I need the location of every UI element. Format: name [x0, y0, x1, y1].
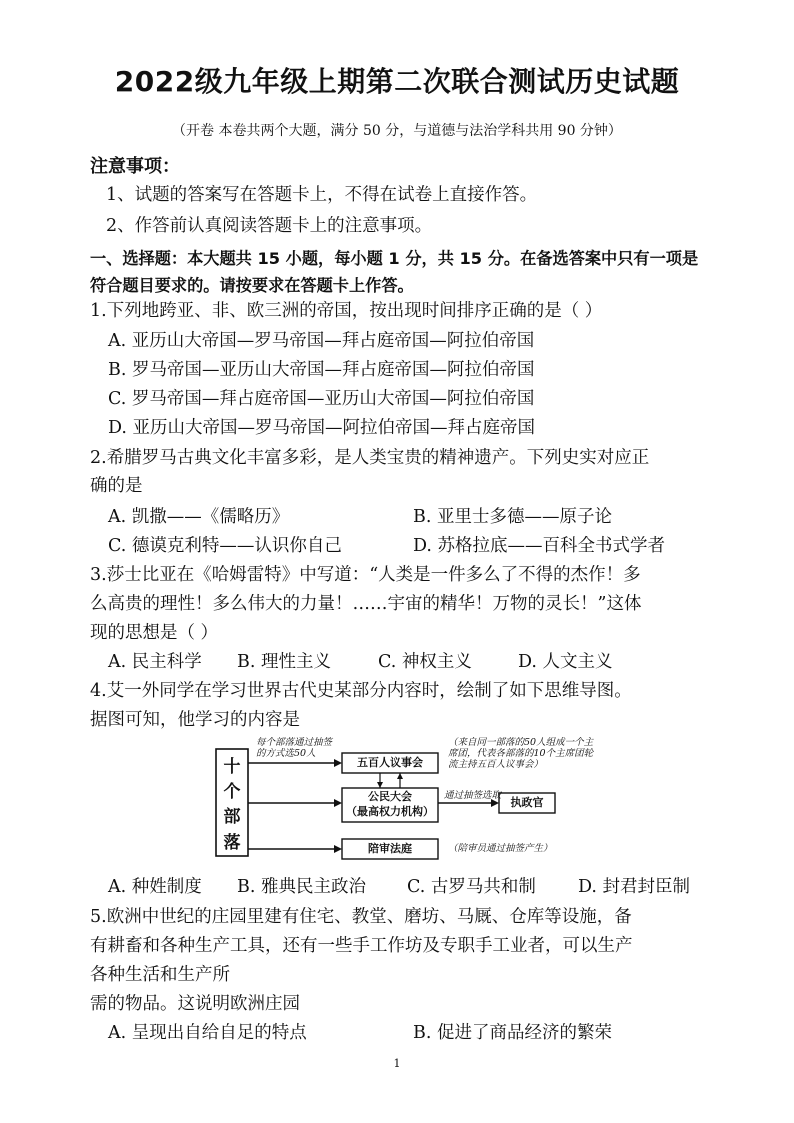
q3-option-d: D. 人文主义: [518, 652, 613, 672]
court-label: 陪审法庭: [368, 842, 412, 855]
note-lottery-50: 每个部落通过抽签的方式选50人: [256, 737, 333, 759]
q5-stem-line4: 需的物品。这说明欧洲庄园: [90, 994, 300, 1014]
q3-stem-line3: 现的思想是（ ）: [90, 623, 219, 643]
q3-stem-line2: 么高贵的理性！多么伟大的力量！……宇宙的精华！万物的灵长！”这体: [90, 594, 642, 614]
q1-option-d: D. 亚历山大帝国—罗马帝国—阿拉伯帝国—拜占庭帝国: [108, 418, 536, 438]
page-number: 1: [393, 1057, 401, 1070]
assembly-sublabel: （最高权力机构）: [346, 805, 434, 818]
athens-democracy-mindmap: [208, 735, 598, 867]
notice-heading: 注意事项：: [90, 156, 180, 177]
tribe-char-1: 十: [223, 757, 241, 777]
council-label: 五百人议事会: [357, 756, 423, 769]
q2-option-c: C. 德谟克利特——认识你自己: [108, 536, 342, 556]
arrowhead-up: [397, 773, 403, 779]
section1-heading-line1: 一、选择题：本大题共 15 小题，每小题 1 分，共 15 分。在备选答案中只有一项是: [90, 249, 699, 268]
tribe-char-4: 落: [223, 833, 241, 853]
q3-option-a: A. 民主科学: [108, 652, 202, 672]
q2-stem-line1: 2.希腊罗马古典文化丰富多彩，是人类宝贵的精神遗产。下列史实对应正: [90, 448, 650, 468]
arrowhead-council: [334, 759, 342, 767]
q2-stem-line2: 确的是: [90, 476, 143, 496]
note-juror: （陪审员通过抽签产生）: [448, 843, 553, 854]
q2-option-d: D. 苏格拉底——百科全书式学者: [413, 536, 666, 556]
q4-stem-line1: 4.艾一外同学在学习世界古代史某部分内容时，绘制了如下思维导图。: [90, 681, 632, 701]
q5-stem-line2: 有耕畜和各种生产工具，还有一些手工作坊及专职手工业者，可以生产: [90, 936, 633, 956]
arrowhead-assembly: [334, 799, 342, 807]
q1-option-c: C. 罗马帝国—拜占庭帝国—亚历山大帝国—阿拉伯帝国: [108, 389, 535, 409]
exam-title: 2022级九年级上期第二次联合测试历史试题: [114, 65, 680, 98]
q5-option-a: A. 呈现出自给自足的特点: [108, 1023, 307, 1043]
notice-item-1: 1、试题的答案写在答题卡上，不得在试卷上直接作答。: [106, 185, 538, 205]
q3-option-c: C. 神权主义: [378, 652, 472, 672]
q5-stem-line3: 各种生活和生产所: [90, 965, 230, 985]
q2-option-a: A. 凯撒——《儒略历》: [108, 507, 290, 527]
q4-option-b: B. 雅典民主政治: [237, 877, 366, 897]
q1-stem: 1.下列地跨亚、非、欧三洲的帝国，按出现时间排序正确的是（ ）: [90, 301, 603, 321]
q3-stem-line1: 3.莎士比亚在《哈姆雷特》中写道：“人类是一件多么了不得的杰作！多: [90, 565, 641, 585]
q4-option-d: D. 封君封臣制: [578, 877, 691, 897]
q4-option-a: A. 种姓制度: [108, 877, 202, 897]
q5-option-b: B. 促进了商品经济的繁荣: [413, 1023, 612, 1043]
assembly-label: 公民大会: [368, 790, 412, 803]
q2-option-b: B. 亚里士多德——原子论: [413, 507, 612, 527]
arrowhead-down: [377, 782, 383, 788]
section1-heading-line2: 符合题目要求的。请按要求在答题卡上作答。: [90, 276, 414, 295]
exam-subtitle: （开卷 本卷共两个大题，满分 50 分，与道德与法治学科共用 90 分钟）: [172, 123, 622, 139]
q1-option-a: A. 亚历山大帝国—罗马帝国—拜占庭帝国—阿拉伯帝国: [108, 331, 535, 351]
arrowhead-court: [334, 845, 342, 853]
archon-label: 执政官: [510, 796, 544, 809]
q3-option-b: B. 理性主义: [237, 652, 331, 672]
tribe-char-2: 个: [223, 782, 241, 802]
note-presidium: （来自同一部落的50人组成一个主席团，代表各部落的10个主席团轮流主持五百人议事会）: [448, 737, 594, 770]
q4-option-c: C. 古罗马共和制: [407, 877, 536, 897]
notice-item-2: 2、作答前认真阅读答题卡上的注意事项。: [106, 216, 433, 236]
tribe-char-3: 部: [223, 807, 241, 827]
q1-option-b: B. 罗马帝国—亚历山大帝国—拜占庭帝国—阿拉伯帝国: [108, 360, 535, 380]
q4-stem-line2: 据图可知，他学习的内容是: [90, 710, 300, 730]
note-lottery-select: 通过抽签选取: [444, 790, 502, 801]
q5-stem-line1: 5.欧洲中世纪的庄园里建有住宅、教堂、磨坊、马厩、仓库等设施，备: [90, 907, 632, 927]
